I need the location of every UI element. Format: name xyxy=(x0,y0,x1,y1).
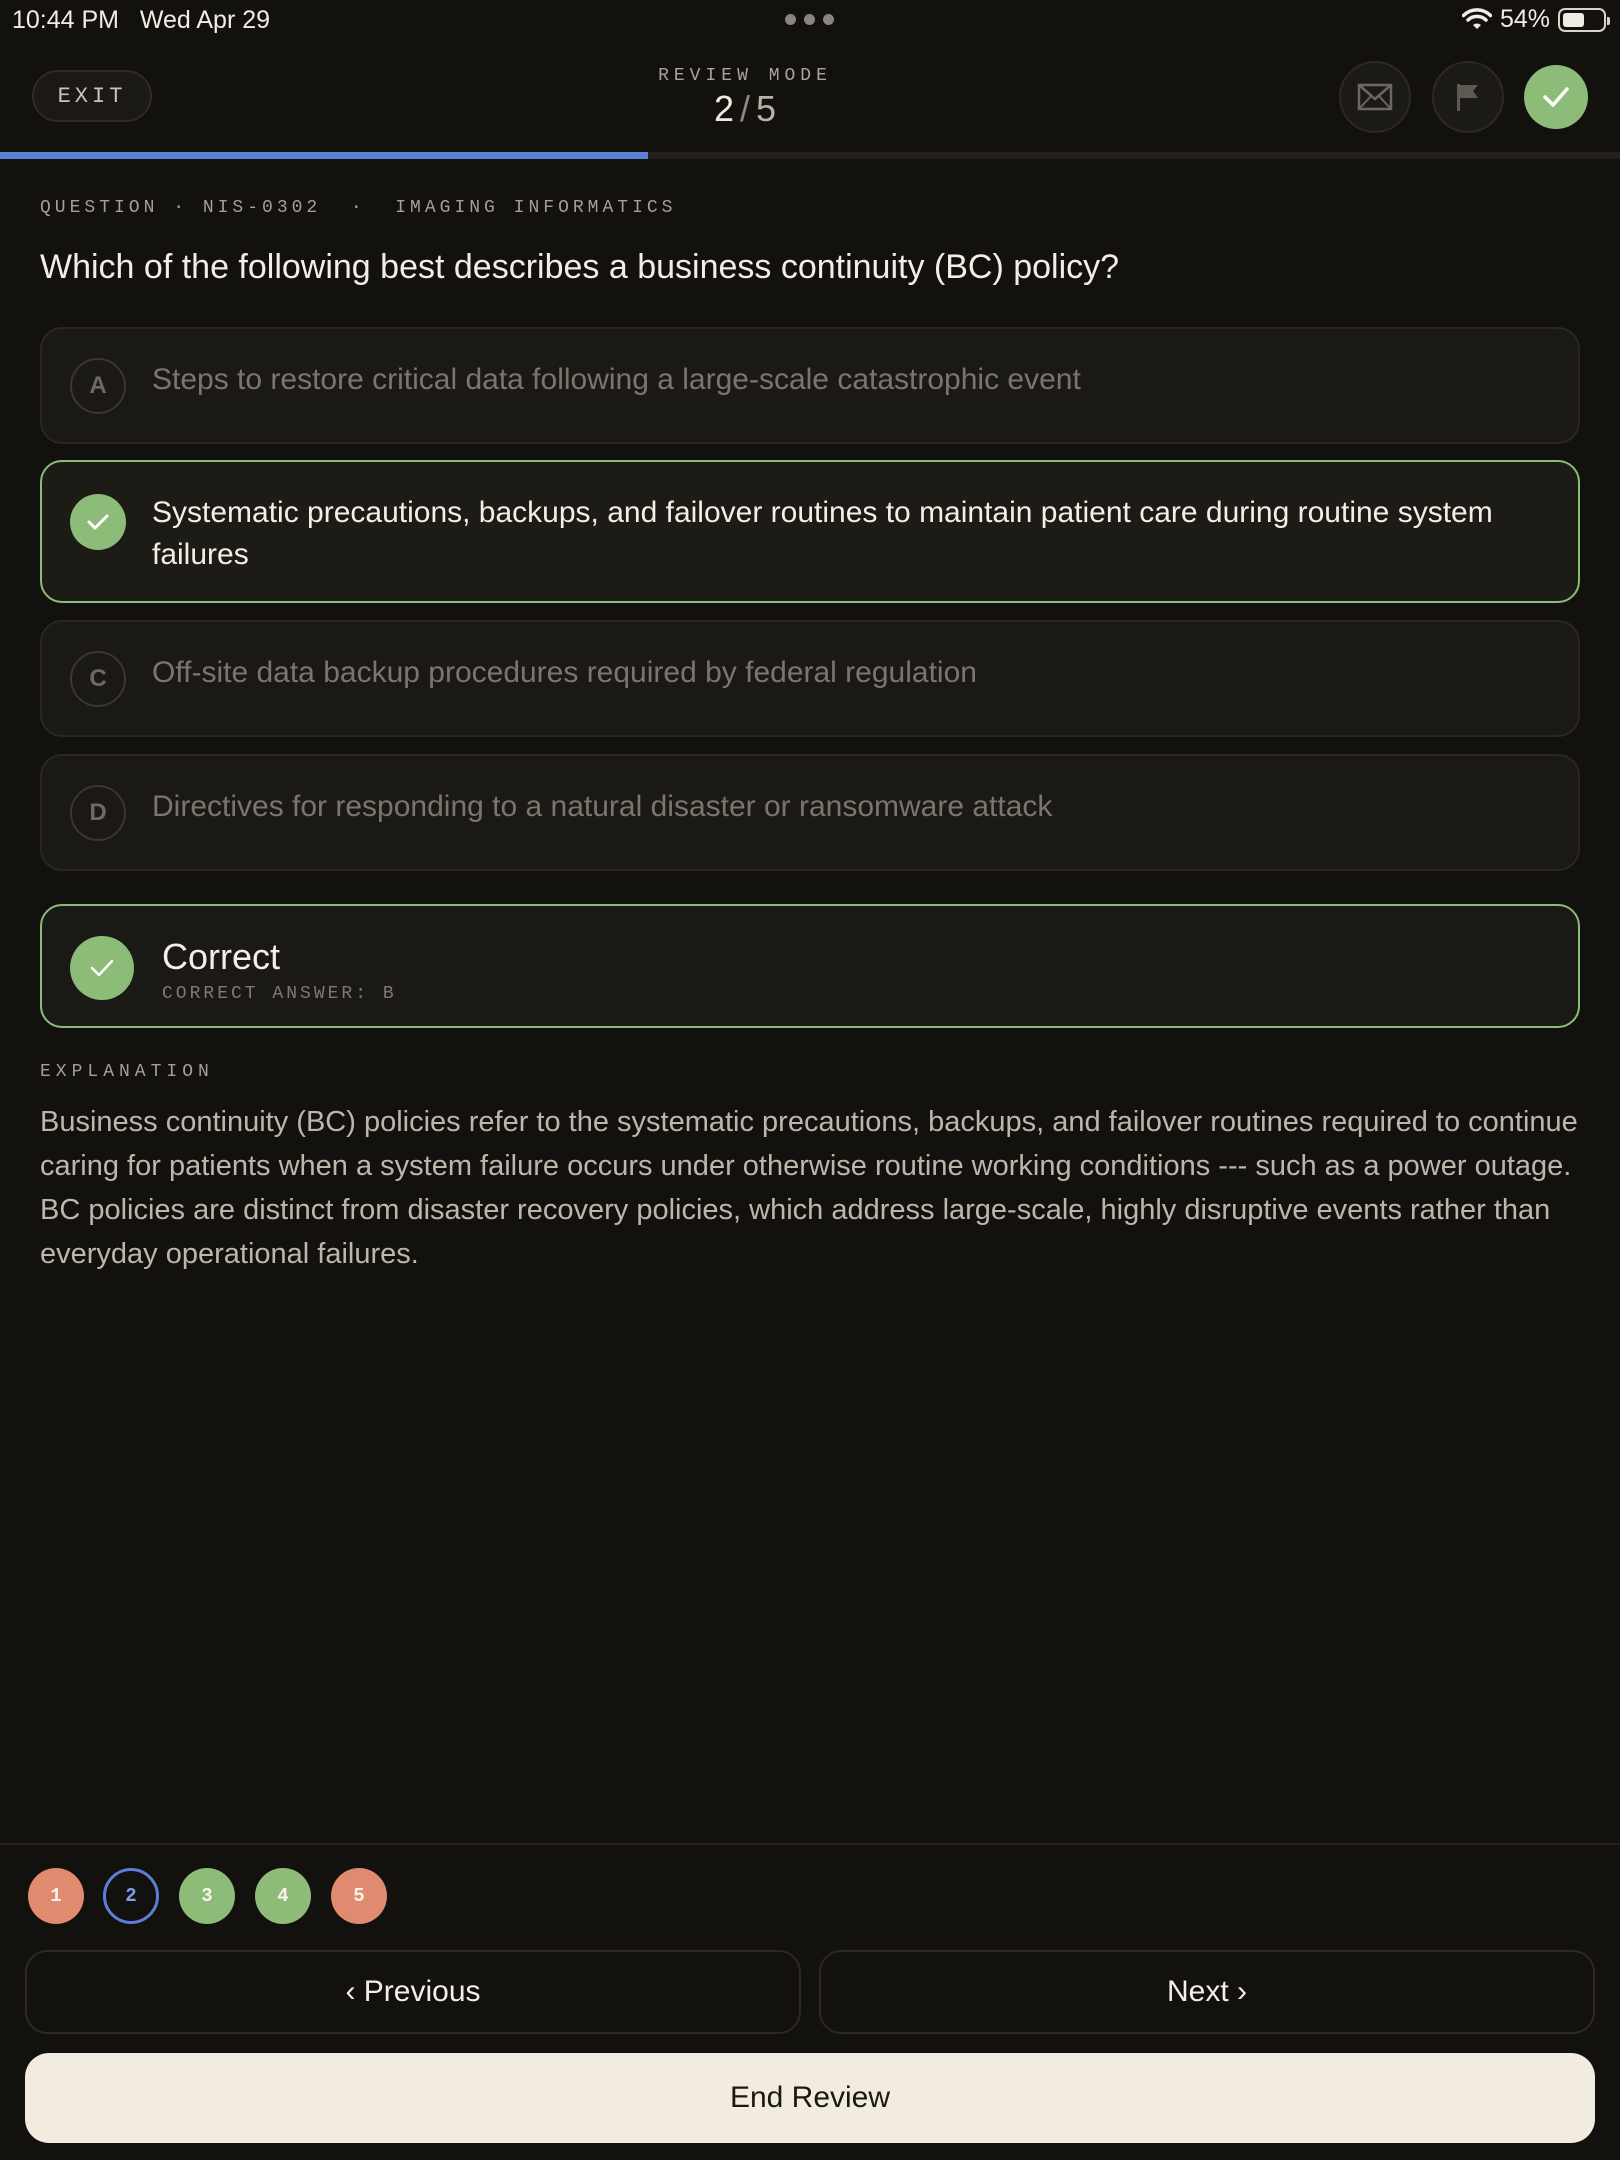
result-title: Correct xyxy=(162,936,281,977)
question-topic: IMAGING INFORMATICS xyxy=(395,198,677,218)
multitasking-dots[interactable] xyxy=(785,14,834,25)
option-text: Steps to restore critical data following a large-scale catastrophic event xyxy=(152,363,1081,396)
previous-button[interactable]: ‹ Previous xyxy=(25,1950,801,2034)
explanation-text: Business continuity (BC) policies refer to the systematic precautions, backups, and failover routines required to continue caring for patients when a system failure occurs under otherwise routine working conditions --- such as a power outage. BC policies are distinct from disaster recovery policies, which address large-scale, highly disruptive events rather than everyday operational failures. xyxy=(40,1106,1578,1270)
question-meta: QUESTION · NIS-0302 · IMAGING INFORMATICS xyxy=(40,198,677,218)
counter-total: 5 xyxy=(756,88,777,129)
question-counter xyxy=(0,88,1490,130)
progress-fill xyxy=(0,152,648,159)
option-letter: A xyxy=(70,358,126,414)
end-review-button[interactable]: End Review xyxy=(25,2053,1595,2143)
question-id: QUESTION · NIS-0302 xyxy=(40,198,322,218)
counter-current: 2 xyxy=(713,88,734,129)
battery-level xyxy=(1563,13,1584,27)
answer-option-a[interactable] xyxy=(40,327,1580,444)
question-text: Which of the following best describes a business continuity (BC) policy? xyxy=(40,248,1120,286)
complete-button[interactable] xyxy=(1524,65,1588,129)
option-text: Systematic precautions, backups, and failover routines to maintain patient care during routine system failures xyxy=(152,496,1493,571)
question-dot-5[interactable]: 5 xyxy=(331,1868,387,1924)
option-text: Directives for responding to a natural disaster or ransomware attack xyxy=(152,790,1053,823)
status-right xyxy=(1462,5,1606,34)
divider xyxy=(0,1843,1620,1845)
flag-button[interactable] xyxy=(1432,61,1504,133)
result-card xyxy=(40,904,1580,1028)
question-dot-4[interactable]: 4 xyxy=(255,1868,311,1924)
exit-button[interactable]: EXIT xyxy=(32,70,152,122)
counter-separator: / xyxy=(739,88,750,129)
next-button[interactable]: Next › xyxy=(819,1950,1595,2034)
option-letter: C xyxy=(70,651,126,707)
check-icon xyxy=(1541,84,1571,110)
status-clock: 10:44 PM xyxy=(12,6,120,34)
check-icon xyxy=(89,957,115,979)
explanation-label: EXPLANATION xyxy=(40,1062,214,1082)
review-mode-label: REVIEW MODE xyxy=(658,66,832,86)
answer-option-b[interactable] xyxy=(40,460,1580,603)
answer-option-d[interactable] xyxy=(40,754,1580,871)
option-check-badge xyxy=(70,494,126,550)
status-bar xyxy=(0,0,1620,40)
answer-option-c[interactable] xyxy=(40,620,1580,737)
status-date: Wed Apr 29 xyxy=(139,6,271,34)
wifi-icon xyxy=(1462,8,1492,32)
question-dot-2[interactable]: 2 xyxy=(103,1868,159,1924)
flag-icon xyxy=(1454,81,1482,113)
correct-answer-label: CORRECT ANSWER: B xyxy=(162,984,397,1004)
option-text: Off-site data backup procedures required by federal regulation xyxy=(152,656,977,689)
option-letter: D xyxy=(70,785,126,841)
progress-bar xyxy=(0,152,1620,159)
question-dot-1[interactable]: 1 xyxy=(28,1868,84,1924)
battery-percent: 54% xyxy=(1499,5,1550,33)
battery-icon xyxy=(1558,8,1606,32)
question-dot-3[interactable]: 3 xyxy=(179,1868,235,1924)
check-icon xyxy=(86,512,110,532)
feedback-button[interactable] xyxy=(1339,61,1411,133)
result-check-badge xyxy=(70,936,134,1000)
status-time xyxy=(12,6,270,35)
mail-icon xyxy=(1357,83,1393,111)
